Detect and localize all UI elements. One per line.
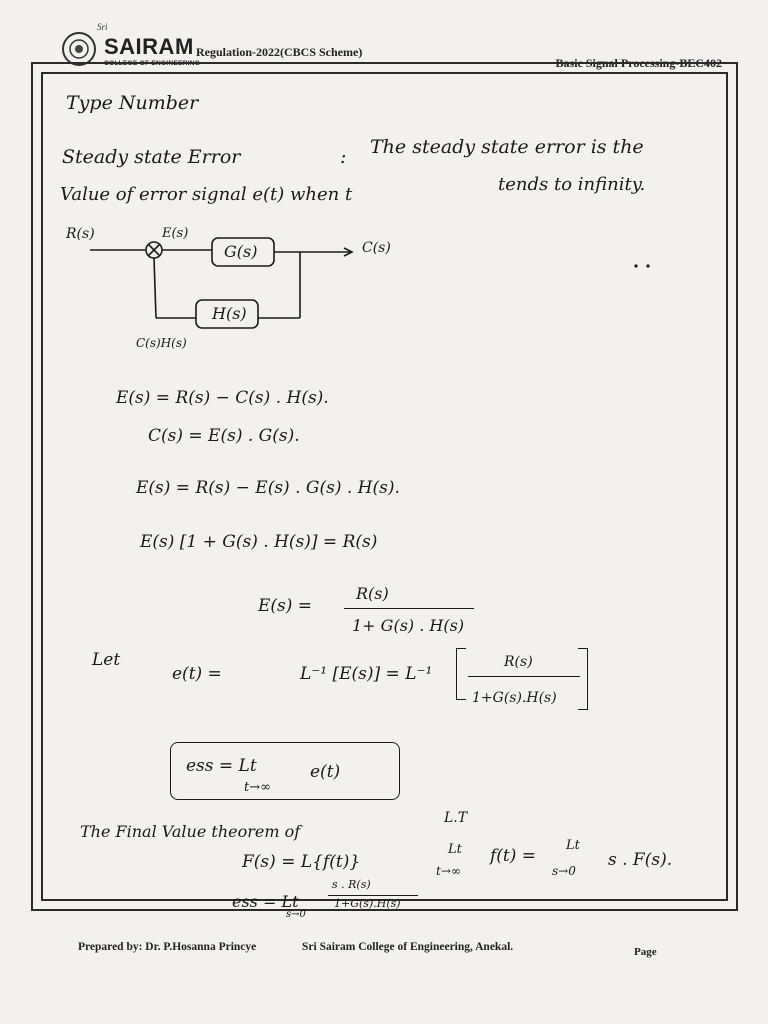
- equation-6-bracket-right: [578, 648, 588, 710]
- let-label: Let: [92, 650, 121, 670]
- ess-definition-subscript: t→∞: [244, 780, 271, 795]
- fvt-lt-2: Lt: [448, 842, 462, 857]
- college-subtitle: COLLEGE OF ENGINEERING: [104, 60, 201, 67]
- diagram-feedback-block: H(s): [212, 304, 247, 323]
- footer-page-label: Page: [634, 946, 657, 958]
- definition-line-2a: Value of error signal e(t) when t: [60, 184, 353, 205]
- equation-6-bracket-left: [456, 648, 466, 700]
- equation-5-numerator: R(s): [356, 584, 389, 603]
- equation-4: E(s) [1 + G(s) . H(s)] = R(s): [140, 532, 378, 552]
- diagram-error-label: E(s): [162, 226, 189, 241]
- definition-line-2b: tends to infinity.: [498, 174, 646, 195]
- ess-definition-lhs: ess = Lt: [186, 756, 257, 776]
- fvt-label: The Final Value theorem of: [80, 822, 301, 841]
- fvt-equation-a: F(s) = L{f(t)}: [242, 852, 361, 872]
- fvt-equation-c: s . F(s).: [608, 850, 673, 870]
- logo-sri-text: Sri: [97, 22, 108, 32]
- definition-label: Steady state Error: [62, 146, 241, 168]
- equation-6-denominator: 1+G(s).H(s): [472, 690, 557, 706]
- diagram-feedback-signal: C(s)H(s): [136, 336, 187, 350]
- equation-1: E(s) = R(s) − C(s) . H(s).: [116, 388, 329, 408]
- diagram-output-label: C(s): [362, 240, 391, 256]
- regulation-label: Regulation-2022(CBCS Scheme): [196, 45, 363, 59]
- ess-final-subscript: s→0: [286, 909, 306, 920]
- fvt-lt-label: L.T: [444, 810, 468, 826]
- equation-5-lhs: E(s) =: [258, 596, 313, 616]
- fvt-subscript-2: t→∞: [436, 864, 461, 878]
- diagram-input-label: R(s): [66, 226, 95, 242]
- footer-institution: Sri Sairam College of Engineering, Anekal.: [302, 941, 514, 953]
- equation-3: E(s) = R(s) − E(s) . G(s) . H(s).: [136, 478, 400, 498]
- notes-title: Type Number: [66, 92, 199, 114]
- equation-6-numerator: R(s): [504, 654, 533, 670]
- equation-5-denominator: 1+ G(s) . H(s): [352, 616, 465, 635]
- diagram-forward-block: G(s): [224, 242, 258, 261]
- equation-5-fraction-bar: [344, 608, 474, 609]
- subject-label: Basic Signal Processing-BEC402: [555, 56, 722, 70]
- equation-2: C(s) = E(s) . G(s).: [148, 426, 300, 446]
- ess-definition-rhs: e(t): [310, 762, 341, 782]
- ess-final-numerator: s . R(s): [332, 878, 371, 891]
- ess-final-fraction-bar: [328, 895, 418, 896]
- footer-prepared-by: Prepared by: Dr. P.Hosanna Princye: [78, 941, 257, 953]
- ess-final-lhs: ess = Lt: [232, 892, 299, 911]
- fvt-lt-3: Lt: [566, 838, 580, 853]
- definition-line-1: The steady state error is the: [370, 136, 644, 158]
- college-name: SAIRAM: [104, 34, 194, 59]
- fvt-equation-b: f(t) =: [490, 846, 537, 866]
- equation-6-mid: L⁻¹ [E(s)] = L⁻¹: [300, 664, 433, 684]
- fvt-subscript-3: s→0: [552, 864, 576, 878]
- ess-final-denominator: 1+G(s).H(s): [334, 897, 401, 910]
- equation-6-lhs: e(t) =: [172, 664, 222, 684]
- definition-colon: :: [340, 146, 347, 168]
- equation-6-fraction-bar: [468, 676, 580, 677]
